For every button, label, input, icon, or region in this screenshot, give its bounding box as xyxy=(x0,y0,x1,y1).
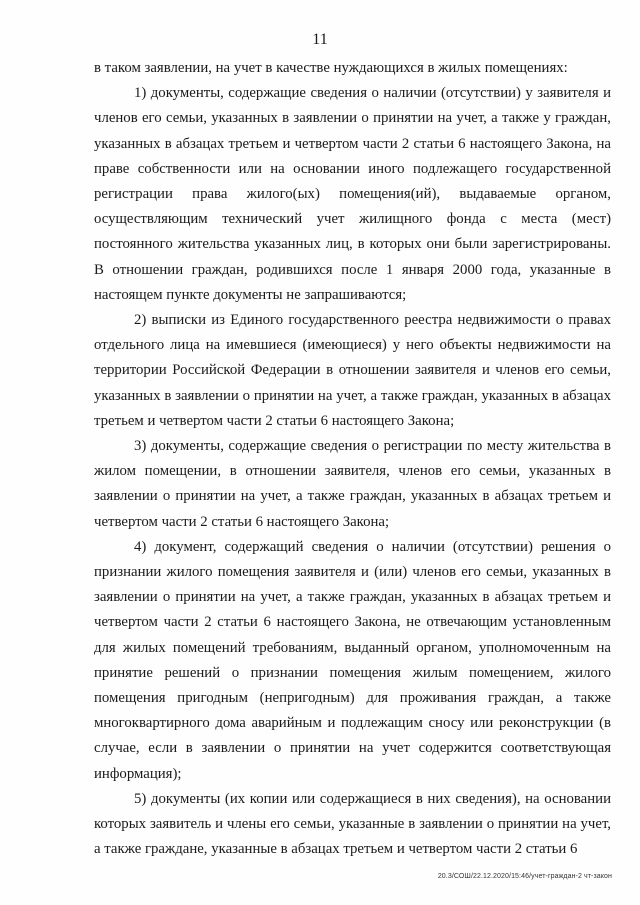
paragraph-item-4: 4) документ, содержащий сведения о наличии (отсутствии) решения о признании жилого помещения заявителя и (или) членов его семьи, указанных в заявлении о принятии на учет, а также граждан, указанных в абзацах третьем и четвертом части 2 статьи 6 настоящего Закона, не отвечающим установленным для жилых помещений требованиям, выданный органом, уполномоченным на принятие решений о признании помещения жилым помещением, жилого помещения пригодным (непригодным) для проживания граждан, а также многоквартирного дома аварийным и подлежащим сносу или реконструкции (в случае, если в заявлении о принятии на учет содержится соответствующая информация); xyxy=(94,538,611,782)
paragraph-item-2: 2) выписки из Единого государственного реестра недвижимости о правах отдельного лица на имевшиеся (имеющиеся) у него объекты недвижимости на территории Российской Федерации в отношении заявителя и членов его семьи, указанных в заявлении о принятии на учет, а также граждан, указанных в абзацах третьем и четвертом части 2 статьи 6 настоящего Закона; xyxy=(94,312,611,429)
paragraph-item-1: 1) документы, содержащие сведения о наличии (отсутствии) у заявителя и членов его семьи, указанных в заявлении о принятии на учет, а также у граждан, указанных в абзацах третьем и четвертом части 2 статьи 6 настоящего Закона, на праве собственности или на основании иного подлежащего государственной регистрации права жилого(ых) помещения(ий), выдаваемые органом, осуществляющим технический учет жилищного фонда с места (мест) постоянного жительства указанных лиц, в которых они были зарегистрированы. В отношении граждан, родившихся после 1 января 2000 года, указанные в настоящем пункте документы не запрашиваются; xyxy=(94,85,611,303)
paragraph-item-5: 5) документы (их копии или содержащиеся в них сведения), на основании которых заявитель и члены его семьи, указанные в заявлении о принятии на учет, а также граждане, указанные в абзацах третьем и четвертом части 2 статьи 6 xyxy=(94,790,611,858)
paragraph-item-3: 3) документы, содержащие сведения о регистрации по месту жительства в жилом помещении, в отношении заявителя, членов его семьи, указанных в заявлении о принятии на учет, а также граждан, указанных в абзацах третьем и четвертом части 2 статьи 6 настоящего Закона; xyxy=(94,438,611,530)
page-number: 11 xyxy=(312,31,328,48)
footer-document-code: 20.3/СОШ/22.12.2020/15:46/учет-граждан-2 чт-закон xyxy=(437,873,612,880)
paragraph-continuation: в таком заявлении, на учет в качестве нуждающихся в жилых помещениях: xyxy=(94,60,568,76)
document-body xyxy=(94,56,611,863)
